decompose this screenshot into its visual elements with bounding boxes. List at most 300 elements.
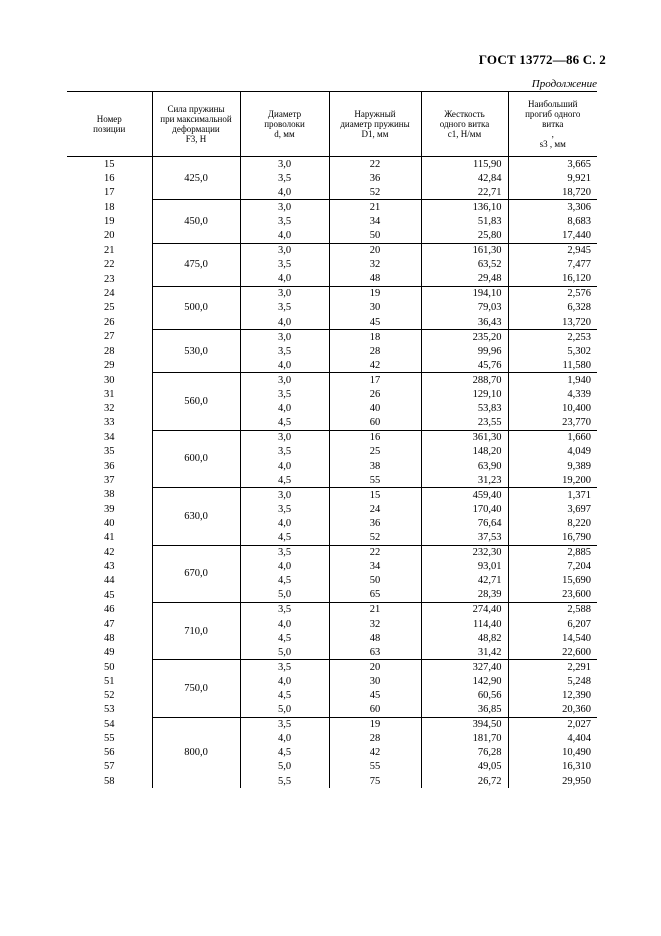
header-line: Наружный — [354, 109, 396, 119]
wire-diameter-cell: 5,5 — [240, 774, 329, 788]
outer-diameter-cell: 48 — [329, 631, 421, 645]
outer-diameter-cell: 48 — [329, 272, 421, 287]
header-line: s3 , мм — [539, 139, 566, 149]
outer-diameter-cell: 45 — [329, 315, 421, 330]
position-header — [67, 92, 152, 157]
table-row — [67, 560, 597, 574]
deflection-cell: 2,027 — [508, 717, 597, 732]
position-cell: 44 — [104, 575, 115, 587]
outer-diameter-cell: 19 — [329, 286, 421, 301]
position-cell: 21 — [104, 244, 115, 256]
position-cell: 34 — [104, 432, 115, 444]
force-cell: 750,0 — [152, 660, 240, 717]
stiffness-cell: 232,30 — [421, 545, 508, 560]
wire-diameter-cell: 3,5 — [240, 258, 329, 272]
deflection-cell: 7,477 — [508, 258, 597, 272]
deflection-cell: 3,306 — [508, 200, 597, 215]
stiffness-cell: 51,83 — [421, 214, 508, 228]
position-cell: 42 — [104, 546, 115, 558]
table-row — [67, 488, 597, 503]
force-cell: 500,0 — [152, 286, 240, 329]
outer-diameter-cell: 60 — [329, 703, 421, 718]
stiffness-cell: 45,76 — [421, 358, 508, 373]
outer-diameter-cell: 24 — [329, 502, 421, 516]
position-cell: 17 — [104, 186, 115, 198]
wire-diameter-cell: 5,0 — [240, 588, 329, 603]
stiffness-cell: 28,39 — [421, 588, 508, 603]
header-line: D1, мм — [361, 129, 389, 139]
position-cell: 19 — [104, 215, 115, 227]
table-row — [67, 185, 597, 200]
position-cell: 16 — [104, 172, 115, 184]
table-row — [67, 157, 597, 172]
wire-diameter-cell: 3,0 — [240, 373, 329, 388]
table-row — [67, 344, 597, 358]
stiffness-cell: 288,70 — [421, 373, 508, 388]
table-row — [67, 430, 597, 445]
table-row — [67, 286, 597, 301]
position-cell: 50 — [104, 661, 115, 673]
outer-diameter-cell: 63 — [329, 645, 421, 660]
deflection-cell: 2,588 — [508, 602, 597, 617]
wire-diameter-cell: 4,0 — [240, 459, 329, 473]
position-cell: 47 — [104, 618, 115, 630]
outer-diameter-cell: 18 — [329, 330, 421, 345]
position-cell: 24 — [104, 288, 115, 300]
outer-diameter-cell: 21 — [329, 200, 421, 215]
header-line: прогиб одного — [525, 109, 581, 119]
deflection-cell: 5,248 — [508, 674, 597, 688]
wire-diameter-cell: 4,0 — [240, 272, 329, 287]
position-cell: 48 — [104, 632, 115, 644]
deflection-cell: 4,404 — [508, 732, 597, 746]
outer-diameter-cell: 28 — [329, 344, 421, 358]
position-cell: 49 — [104, 646, 115, 658]
force-cell: 425,0 — [152, 157, 240, 200]
table-row — [67, 445, 597, 459]
wire-diameter-cell: 3,5 — [240, 301, 329, 315]
deflection-cell: 7,204 — [508, 560, 597, 574]
position-cell: 38 — [104, 489, 115, 501]
position-cell: 31 — [104, 389, 115, 401]
header-line: , — [551, 129, 554, 139]
outer-diameter-cell: 21 — [329, 602, 421, 617]
wire-diameter-cell: 4,0 — [240, 185, 329, 200]
outer-diameter-cell: 42 — [329, 358, 421, 373]
outer-diameter-cell: 36 — [329, 171, 421, 185]
outer-diameter-cell: 19 — [329, 717, 421, 732]
outer-diameter-cell: 42 — [329, 746, 421, 760]
stiffness-cell: 114,40 — [421, 617, 508, 631]
header-line: диаметр пружины — [340, 119, 410, 129]
outer-diameter-cell: 26 — [329, 388, 421, 402]
stiffness-cell: 99,96 — [421, 344, 508, 358]
outer-diameter-cell: 75 — [329, 774, 421, 788]
stiffness-header — [421, 92, 508, 157]
wire-diameter-cell: 5,0 — [240, 760, 329, 774]
deflection-cell: 3,697 — [508, 502, 597, 516]
wire-diameter-cell: 4,0 — [240, 358, 329, 373]
position-cell: 32 — [104, 403, 115, 415]
outer-diameter-cell: 32 — [329, 258, 421, 272]
table-body — [67, 157, 597, 789]
table-row — [67, 717, 597, 732]
table-row — [67, 574, 597, 588]
table-row — [67, 402, 597, 416]
outer-diameter-cell: 32 — [329, 617, 421, 631]
header-line: F3, Н — [185, 134, 207, 144]
position-cell: 43 — [104, 561, 115, 573]
table-row — [67, 200, 597, 215]
deflection-cell: 13,720 — [508, 315, 597, 330]
wire-diameter-cell: 3,5 — [240, 344, 329, 358]
outer-diameter-cell: 34 — [329, 214, 421, 228]
stiffness-cell: 194,10 — [421, 286, 508, 301]
outer-diameter-cell: 40 — [329, 402, 421, 416]
force-cell: 530,0 — [152, 330, 240, 373]
stiffness-cell: 327,40 — [421, 660, 508, 675]
wire-diameter-cell: 3,5 — [240, 602, 329, 617]
position-cell: 52 — [104, 690, 115, 702]
wire-diameter-cell: 3,0 — [240, 200, 329, 215]
header-line: одного витка — [439, 119, 490, 129]
wire-diameter-cell: 4,5 — [240, 530, 329, 545]
position-cell: 39 — [104, 503, 115, 515]
deflection-cell: 5,302 — [508, 344, 597, 358]
position-cell: 35 — [104, 446, 115, 458]
stiffness-cell: 459,40 — [421, 488, 508, 503]
stiffness-cell: 93,01 — [421, 560, 508, 574]
deflection-cell: 3,665 — [508, 157, 597, 172]
table-row — [67, 388, 597, 402]
table-row — [67, 703, 597, 718]
stiffness-cell: 148,20 — [421, 445, 508, 459]
outer-diameter-cell: 20 — [329, 243, 421, 258]
stiffness-cell: 31,23 — [421, 473, 508, 488]
deflection-cell: 6,207 — [508, 617, 597, 631]
outer-diameter-cell: 45 — [329, 688, 421, 702]
position-cell: 27 — [104, 331, 115, 343]
header-line: витка — [542, 119, 564, 129]
stiffness-cell: 26,72 — [421, 774, 508, 788]
deflection-cell: 9,389 — [508, 459, 597, 473]
position-cell: 58 — [104, 775, 115, 787]
position-cell: 55 — [104, 733, 115, 745]
stiffness-cell: 181,70 — [421, 732, 508, 746]
table-row — [67, 660, 597, 675]
stiffness-cell: 29,48 — [421, 272, 508, 287]
position-cell: 28 — [104, 345, 115, 357]
deflection-cell: 22,600 — [508, 645, 597, 660]
wire-diameter-cell: 4,0 — [240, 228, 329, 243]
deflection-cell: 18,720 — [508, 185, 597, 200]
stiffness-cell: 63,52 — [421, 258, 508, 272]
force-cell: 475,0 — [152, 243, 240, 286]
stiffness-cell: 63,90 — [421, 459, 508, 473]
table-header-row — [67, 92, 597, 157]
wire-diameter-cell: 3,5 — [240, 660, 329, 675]
deflection-cell: 12,390 — [508, 688, 597, 702]
header-line: Номер — [96, 114, 122, 124]
outer-diameter-cell: 55 — [329, 760, 421, 774]
deflection-cell: 11,580 — [508, 358, 597, 373]
stiffness-cell: 36,85 — [421, 703, 508, 718]
outer-diameter-cell: 50 — [329, 574, 421, 588]
force-cell: 630,0 — [152, 488, 240, 545]
table-row — [67, 502, 597, 516]
table-row — [67, 459, 597, 473]
position-cell: 41 — [104, 532, 115, 544]
wire-diameter-cell: 5,0 — [240, 645, 329, 660]
position-cell: 53 — [104, 704, 115, 716]
header-line: при максимальной — [160, 114, 232, 124]
deflection-cell: 2,253 — [508, 330, 597, 345]
stiffness-cell: 76,28 — [421, 746, 508, 760]
deflection-cell: 9,921 — [508, 171, 597, 185]
table-row — [67, 732, 597, 746]
deflection-cell: 8,683 — [508, 214, 597, 228]
stiffness-cell: 161,30 — [421, 243, 508, 258]
table-row — [67, 358, 597, 373]
position-cell: 56 — [104, 747, 115, 759]
wire-diameter-cell: 4,5 — [240, 416, 329, 431]
stiffness-cell: 129,10 — [421, 388, 508, 402]
stiffness-cell: 274,40 — [421, 602, 508, 617]
wire-diameter-header — [240, 92, 329, 157]
outer-diameter-cell: 16 — [329, 430, 421, 445]
deflection-cell: 23,600 — [508, 588, 597, 603]
deflection-cell: 17,440 — [508, 228, 597, 243]
deflection-cell: 19,200 — [508, 473, 597, 488]
position-cell: 51 — [104, 675, 115, 687]
table-row — [67, 330, 597, 345]
deflection-cell: 14,540 — [508, 631, 597, 645]
stiffness-cell: 48,82 — [421, 631, 508, 645]
outer-diameter-cell: 52 — [329, 530, 421, 545]
table-row — [67, 416, 597, 431]
stiffness-cell: 361,30 — [421, 430, 508, 445]
force-cell: 800,0 — [152, 717, 240, 788]
wire-diameter-cell: 4,0 — [240, 516, 329, 530]
continuation-label: Продолжение — [531, 78, 597, 90]
position-cell: 30 — [104, 374, 115, 386]
force-cell: 600,0 — [152, 430, 240, 487]
wire-diameter-cell: 4,5 — [240, 688, 329, 702]
deflection-header — [508, 92, 597, 157]
stiffness-cell: 142,90 — [421, 674, 508, 688]
table-row — [67, 617, 597, 631]
force-header — [152, 92, 240, 157]
deflection-cell: 15,690 — [508, 574, 597, 588]
stiffness-cell: 136,10 — [421, 200, 508, 215]
wire-diameter-cell: 3,5 — [240, 717, 329, 732]
header-line: проволоки — [264, 119, 305, 129]
stiffness-cell: 53,83 — [421, 402, 508, 416]
wire-diameter-cell: 3,0 — [240, 330, 329, 345]
wire-diameter-cell: 4,0 — [240, 560, 329, 574]
outer-diameter-cell: 15 — [329, 488, 421, 503]
force-cell: 450,0 — [152, 200, 240, 243]
wire-diameter-cell: 3,0 — [240, 286, 329, 301]
outer-diameter-cell: 20 — [329, 660, 421, 675]
wire-diameter-cell: 4,0 — [240, 674, 329, 688]
wire-diameter-cell: 3,5 — [240, 171, 329, 185]
header-line: Сила пружины — [167, 104, 225, 114]
deflection-cell: 1,660 — [508, 430, 597, 445]
table-row — [67, 545, 597, 560]
position-cell: 22 — [104, 259, 115, 271]
wire-diameter-cell: 4,0 — [240, 402, 329, 416]
deflection-cell: 4,049 — [508, 445, 597, 459]
wire-diameter-cell: 4,0 — [240, 617, 329, 631]
deflection-cell: 2,885 — [508, 545, 597, 560]
deflection-cell: 4,339 — [508, 388, 597, 402]
stiffness-cell: 76,64 — [421, 516, 508, 530]
outer-diameter-cell: 55 — [329, 473, 421, 488]
outer-diameter-cell: 28 — [329, 732, 421, 746]
outer-diameter-cell: 30 — [329, 674, 421, 688]
table-row — [67, 645, 597, 660]
stiffness-cell: 170,40 — [421, 502, 508, 516]
wire-diameter-cell: 3,5 — [240, 545, 329, 560]
header-line: позиции — [93, 124, 126, 134]
table-row — [67, 243, 597, 258]
stiffness-cell: 115,90 — [421, 157, 508, 172]
table-row — [67, 373, 597, 388]
outer-diameter-cell: 50 — [329, 228, 421, 243]
stiffness-cell: 49,05 — [421, 760, 508, 774]
stiffness-cell: 25,80 — [421, 228, 508, 243]
header-line: c1, Н/мм — [447, 129, 482, 139]
outer-diameter-cell: 38 — [329, 459, 421, 473]
wire-diameter-cell: 5,0 — [240, 703, 329, 718]
stiffness-cell: 37,53 — [421, 530, 508, 545]
deflection-cell: 8,220 — [508, 516, 597, 530]
wire-diameter-cell: 4,5 — [240, 746, 329, 760]
position-cell: 25 — [104, 302, 115, 314]
deflection-cell: 1,371 — [508, 488, 597, 503]
table-row — [67, 301, 597, 315]
stiffness-cell: 22,71 — [421, 185, 508, 200]
position-cell: 29 — [104, 360, 115, 372]
position-cell: 23 — [104, 273, 115, 285]
table-row — [67, 516, 597, 530]
table-row — [67, 774, 597, 788]
table-row — [67, 315, 597, 330]
stiffness-cell: 23,55 — [421, 416, 508, 431]
wire-diameter-cell: 3,5 — [240, 445, 329, 459]
table-row — [67, 631, 597, 645]
deflection-cell: 16,120 — [508, 272, 597, 287]
header-line: деформации — [172, 124, 220, 134]
position-cell: 45 — [104, 589, 115, 601]
outer-diameter-cell: 22 — [329, 157, 421, 172]
outer-diameter-cell: 17 — [329, 373, 421, 388]
table-row — [67, 530, 597, 545]
deflection-cell: 10,490 — [508, 746, 597, 760]
outer-diameter-cell: 25 — [329, 445, 421, 459]
position-cell: 46 — [104, 604, 115, 616]
deflection-cell: 2,576 — [508, 286, 597, 301]
deflection-cell: 23,770 — [508, 416, 597, 431]
outer-diameter-cell: 22 — [329, 545, 421, 560]
header-line: d, мм — [274, 129, 295, 139]
wire-diameter-cell: 3,0 — [240, 430, 329, 445]
force-cell: 710,0 — [152, 602, 240, 659]
outer-diameter-cell: 34 — [329, 560, 421, 574]
deflection-cell: 20,360 — [508, 703, 597, 718]
position-cell: 57 — [104, 761, 115, 773]
table-row — [67, 272, 597, 287]
outer-diameter-cell: 60 — [329, 416, 421, 431]
position-cell: 37 — [104, 474, 115, 486]
stiffness-cell: 31,42 — [421, 645, 508, 660]
position-cell: 18 — [104, 201, 115, 213]
page-header: ГОСТ 13772—86 С. 2 — [478, 52, 606, 67]
stiffness-cell: 42,84 — [421, 171, 508, 185]
position-cell: 15 — [104, 158, 115, 170]
outer-diameter-cell: 30 — [329, 301, 421, 315]
position-cell: 20 — [104, 230, 115, 242]
wire-diameter-cell: 3,5 — [240, 502, 329, 516]
wire-diameter-cell: 4,0 — [240, 732, 329, 746]
stiffness-cell: 79,03 — [421, 301, 508, 315]
table-row — [67, 674, 597, 688]
table-row — [67, 588, 597, 603]
header-line: Жесткость — [444, 109, 485, 119]
header-line: Диаметр — [267, 109, 302, 119]
outer-diameter-header — [329, 92, 421, 157]
wire-diameter-cell: 3,0 — [240, 488, 329, 503]
table-row — [67, 688, 597, 702]
force-cell: 670,0 — [152, 545, 240, 602]
deflection-cell: 16,790 — [508, 530, 597, 545]
stiffness-cell: 235,20 — [421, 330, 508, 345]
force-cell: 560,0 — [152, 373, 240, 430]
wire-diameter-cell: 4,0 — [240, 315, 329, 330]
deflection-cell: 2,945 — [508, 243, 597, 258]
deflection-cell: 2,291 — [508, 660, 597, 675]
position-cell: 54 — [104, 718, 115, 730]
deflection-cell: 16,310 — [508, 760, 597, 774]
stiffness-cell: 36,43 — [421, 315, 508, 330]
wire-diameter-cell: 3,0 — [240, 243, 329, 258]
header-line: Наибольший — [528, 99, 578, 109]
table-row — [67, 746, 597, 760]
table-row — [67, 473, 597, 488]
stiffness-cell: 394,50 — [421, 717, 508, 732]
wire-diameter-cell: 3,0 — [240, 157, 329, 172]
table-row — [67, 171, 597, 185]
table-row — [67, 228, 597, 243]
position-cell: 36 — [104, 460, 115, 472]
spring-parameters-table — [67, 91, 597, 788]
stiffness-cell: 60,56 — [421, 688, 508, 702]
deflection-cell: 29,950 — [508, 774, 597, 788]
wire-diameter-cell: 4,5 — [240, 574, 329, 588]
outer-diameter-cell: 36 — [329, 516, 421, 530]
stiffness-cell: 42,71 — [421, 574, 508, 588]
deflection-cell: 1,940 — [508, 373, 597, 388]
wire-diameter-cell: 3,5 — [240, 388, 329, 402]
wire-diameter-cell: 3,5 — [240, 214, 329, 228]
wire-diameter-cell: 4,5 — [240, 473, 329, 488]
table-row — [67, 760, 597, 774]
deflection-cell: 10,400 — [508, 402, 597, 416]
deflection-cell: 6,328 — [508, 301, 597, 315]
position-cell: 33 — [104, 417, 115, 429]
outer-diameter-cell: 65 — [329, 588, 421, 603]
